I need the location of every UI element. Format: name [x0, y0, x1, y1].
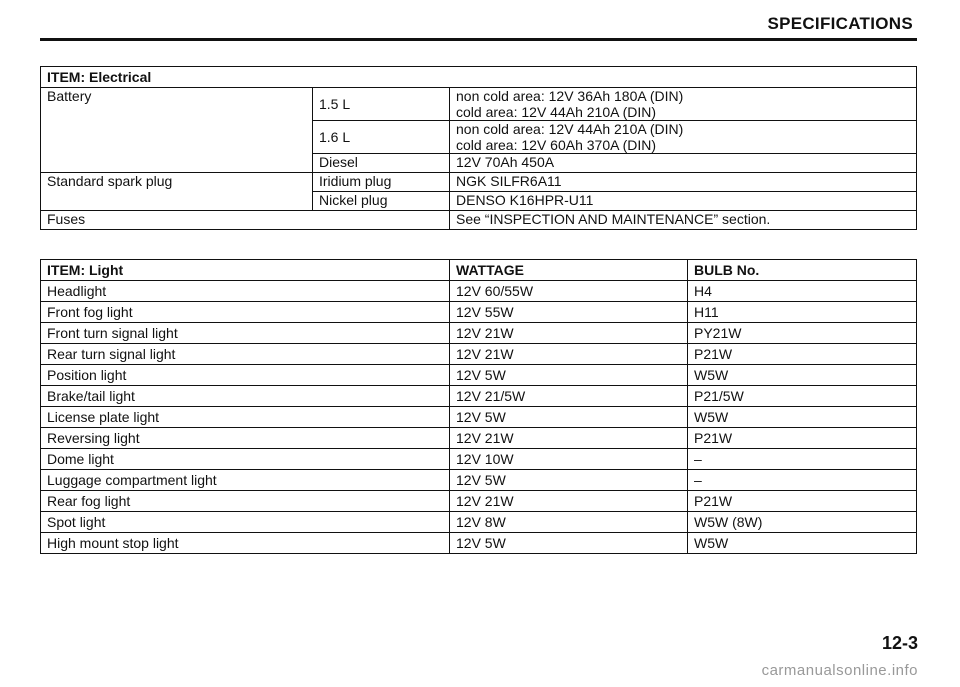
- page-header: [40, 12, 917, 41]
- table-row: [41, 323, 917, 344]
- table-row: [41, 470, 917, 491]
- table-row: [41, 302, 917, 323]
- battery-spec: non cold area: 12V 36Ah 180A (DIN) cold area: 12V 44Ah 210A (DIN): [450, 88, 917, 121]
- table-row: [41, 449, 917, 470]
- light-bulb: W5W: [688, 407, 917, 428]
- table-row: [41, 491, 917, 512]
- column-header-item: ITEM: Light: [41, 260, 450, 281]
- watermark: carmanualsonline.info: [761, 662, 918, 679]
- battery-variant: 1.6 L: [313, 121, 450, 154]
- light-bulb: –: [688, 449, 917, 470]
- light-header-row: [41, 260, 917, 281]
- light-item: Spot light: [41, 512, 450, 533]
- table-row: [41, 407, 917, 428]
- electrical-heading: ITEM: Electrical: [41, 67, 917, 88]
- battery-label: Battery: [41, 88, 313, 173]
- light-bulb: PY21W: [688, 323, 917, 344]
- light-bulb: –: [688, 470, 917, 491]
- spark-plug-label: Standard spark plug: [41, 173, 313, 211]
- battery-variant: Diesel: [313, 154, 450, 173]
- electrical-heading-row: [41, 67, 917, 88]
- light-bulb: W5W: [688, 533, 917, 554]
- light-bulb: H4: [688, 281, 917, 302]
- light-wattage: 12V 8W: [450, 512, 688, 533]
- light-wattage: 12V 21W: [450, 428, 688, 449]
- light-wattage: 12V 60/55W: [450, 281, 688, 302]
- table-row: [41, 365, 917, 386]
- spark-plug-type: Nickel plug: [313, 192, 450, 211]
- light-bulb: P21W: [688, 344, 917, 365]
- light-item: High mount stop light: [41, 533, 450, 554]
- table-row: [41, 344, 917, 365]
- light-item: Brake/tail light: [41, 386, 450, 407]
- table-row: [41, 281, 917, 302]
- light-item: Position light: [41, 365, 450, 386]
- light-item: Reversing light: [41, 428, 450, 449]
- light-wattage: 12V 10W: [450, 449, 688, 470]
- table-row: [41, 173, 917, 192]
- battery-spec: non cold area: 12V 44Ah 210A (DIN) cold area: 12V 60Ah 370A (DIN): [450, 121, 917, 154]
- electrical-table: [40, 66, 917, 230]
- light-wattage: 12V 5W: [450, 533, 688, 554]
- light-item: Dome light: [41, 449, 450, 470]
- battery-variant: 1.5 L: [313, 88, 450, 121]
- light-wattage: 12V 21W: [450, 491, 688, 512]
- table-row: [41, 533, 917, 554]
- fuses-spec: See “INSPECTION AND MAINTENANCE” section.: [450, 211, 917, 230]
- page-number: 12-3: [881, 633, 918, 653]
- battery-spec: 12V 70Ah 450A: [450, 154, 917, 173]
- light-item: Headlight: [41, 281, 450, 302]
- spark-plug-type: Iridium plug: [313, 173, 450, 192]
- light-item: License plate light: [41, 407, 450, 428]
- page-title: SPECIFICATIONS: [767, 14, 913, 33]
- light-item: Rear turn signal light: [41, 344, 450, 365]
- light-item: Front fog light: [41, 302, 450, 323]
- fuses-label: Fuses: [41, 211, 450, 230]
- table-row: [41, 428, 917, 449]
- light-wattage: 12V 21/5W: [450, 386, 688, 407]
- light-table: [40, 259, 917, 554]
- column-header-bulb: BULB No.: [688, 260, 917, 281]
- table-row: [41, 88, 917, 121]
- light-bulb: W5W (8W): [688, 512, 917, 533]
- spark-plug-spec: NGK SILFR6A11: [450, 173, 917, 192]
- light-wattage: 12V 5W: [450, 407, 688, 428]
- light-wattage: 12V 5W: [450, 365, 688, 386]
- light-item: Front turn signal light: [41, 323, 450, 344]
- light-bulb: P21W: [688, 491, 917, 512]
- table-row: [41, 211, 917, 230]
- light-bulb: W5W: [688, 365, 917, 386]
- table-row: [41, 386, 917, 407]
- spark-plug-spec: DENSO K16HPR-U11: [450, 192, 917, 211]
- light-bulb: P21W: [688, 428, 917, 449]
- light-wattage: 12V 21W: [450, 344, 688, 365]
- column-header-wattage: WATTAGE: [450, 260, 688, 281]
- light-wattage: 12V 21W: [450, 323, 688, 344]
- light-bulb: P21/5W: [688, 386, 917, 407]
- light-wattage: 12V 55W: [450, 302, 688, 323]
- light-item: Luggage compartment light: [41, 470, 450, 491]
- table-row: [41, 512, 917, 533]
- light-wattage: 12V 5W: [450, 470, 688, 491]
- light-bulb: H11: [688, 302, 917, 323]
- light-item: Rear fog light: [41, 491, 450, 512]
